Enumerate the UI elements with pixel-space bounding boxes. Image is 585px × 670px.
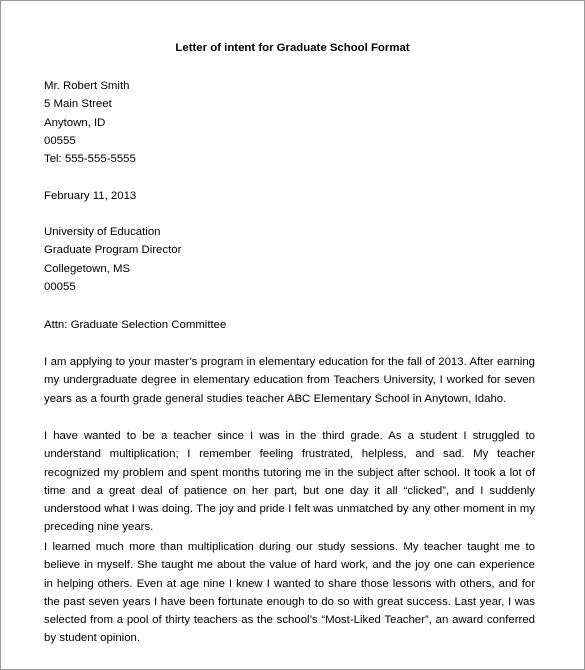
body-paragraph-3: I learned much more than multiplication during our study sessions. My teacher taught me to believe in myself. She taught me about the value of hard work, and the joy one can experience in helping others. Even at age nine I knew I wanted to share those lessons with others, and for the past seven years I have been fortunate enough to do so with great success. Last year, I was selected from a pool of thirty teachers as the school’s “Most-Liked Teacher”, an award conferred by student opinion.	[44, 541, 535, 645]
body-paragraph-2: I have wanted to be a teacher since I was in the third grade. As a student I struggled to understand multiplication; I remember feeling frustrated, helpless, and sad. My teacher recognized my problem and spent months tutoring me in the subject after school. It took a lot of time and a great deal of patience on her part, but one day it all “clicked”, and I suddenly understood what I was doing. The joy and pride I felt was unmatched by any other moment in my preceding nine years.	[44, 430, 535, 534]
recipient-address	[44, 223, 181, 296]
sender-zip: 00555	[44, 134, 76, 147]
letter-date	[44, 187, 136, 205]
recipient-institution: University of Education	[44, 226, 161, 238]
sender-city: Anytown, ID	[44, 116, 106, 129]
document-title: Letter of intent for Graduate School Format	[175, 42, 410, 54]
recipient-zip: 00055	[44, 280, 76, 293]
body-paragraph-1: I am applying to your master’s program in elementary education for the fall of 2013. After earning my undergraduate degree in elementary education from Teachers University, I worked for seven years as a fourth grade general studies teacher ABC Elementary School in Anytown, Idaho.	[44, 356, 535, 405]
attention-line	[44, 316, 226, 334]
recipient-title: Graduate Program Director	[44, 244, 182, 257]
attention-text: Attn: Graduate Selection Committee	[44, 319, 227, 331]
recipient-city: Collegetown, MS	[44, 262, 131, 275]
sender-phone: Tel: 555-555-5555	[44, 153, 136, 166]
sender-address	[44, 77, 136, 168]
sender-name: Mr. Robert Smith	[44, 80, 130, 92]
date-text: February 11, 2013	[44, 190, 137, 202]
document-page	[1, 1, 584, 669]
sender-street: 5 Main Street	[44, 98, 112, 111]
